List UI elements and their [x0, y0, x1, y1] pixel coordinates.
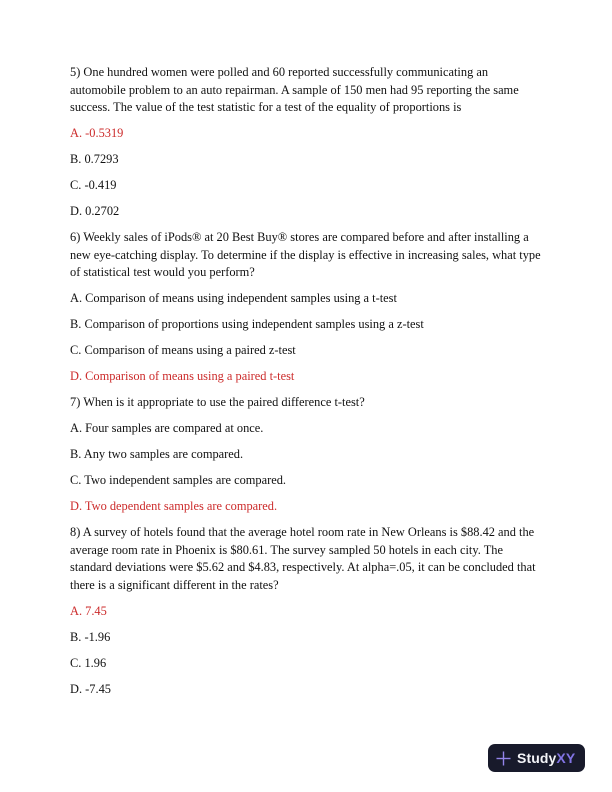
answer-option: D. -7.45: [70, 681, 111, 696]
answer-option: B. Any two samples are compared.: [70, 447, 244, 461]
answer-option: D. 0.2702: [70, 204, 120, 218]
answer-option: D. Two dependent samples are compared.: [70, 499, 278, 513]
question-6: [70, 229, 542, 386]
logo-text-xy: XY: [556, 750, 576, 766]
answer-option: B. Comparison of proportions using independent samples using a z-test: [70, 317, 424, 331]
logo-wordmark: [517, 750, 575, 766]
answer-option: D. Comparison of means using a paired t-test: [70, 369, 295, 383]
answer-option: B. -1.96: [70, 629, 111, 644]
answer-option: C. Two independent samples are compared.: [70, 473, 287, 487]
answer-option: B. 0.7293: [70, 152, 119, 166]
logo-text-study: Study: [517, 750, 557, 766]
question-8: [70, 524, 542, 698]
answer-option: C. Comparison of means using a paired z-test: [70, 343, 296, 357]
answer-option: A. 7.45: [70, 603, 107, 618]
answer-option: A. Four samples are compared at once.: [70, 421, 264, 435]
studyxy-logo: [488, 744, 585, 772]
question-5: [70, 64, 542, 221]
question-text: 6) Weekly sales of iPods® at 20 Best Buy® stores are compared before and after installing a new eye-catching display. To determine if the display is effective in increasing sales, what type of statistical test would you perform?: [70, 230, 541, 279]
quiz-content: [70, 64, 542, 707]
answer-option: A. Comparison of means using independent samples using a t-test: [70, 291, 397, 305]
answer-option: C. -0.419: [70, 178, 117, 192]
plus-icon: [496, 751, 511, 766]
answer-option: A. -0.5319: [70, 126, 124, 140]
question-text: 7) When is it appropriate to use the paired difference t-test?: [70, 395, 365, 409]
question-text: 5) One hundred women were polled and 60 reported successfully communicating an automobile problem to an auto repairman. A sample of 150 men had 95 reporting the same success. The value of the test statistic for a test of the equality of proportions is: [70, 65, 519, 114]
answer-option: C. 1.96: [70, 655, 107, 670]
question-text: 8) A survey of hotels found that the average hotel room rate in New Orleans is $88.42 and the average room rate in Phoenix is $80.61. The survey sampled 50 hotels in each city. The standard deviations were $5.62 and $4.83, respectively. At alpha=.05, it can be concluded that there is a significant different in the rates?: [70, 525, 536, 592]
question-7: [70, 394, 542, 516]
